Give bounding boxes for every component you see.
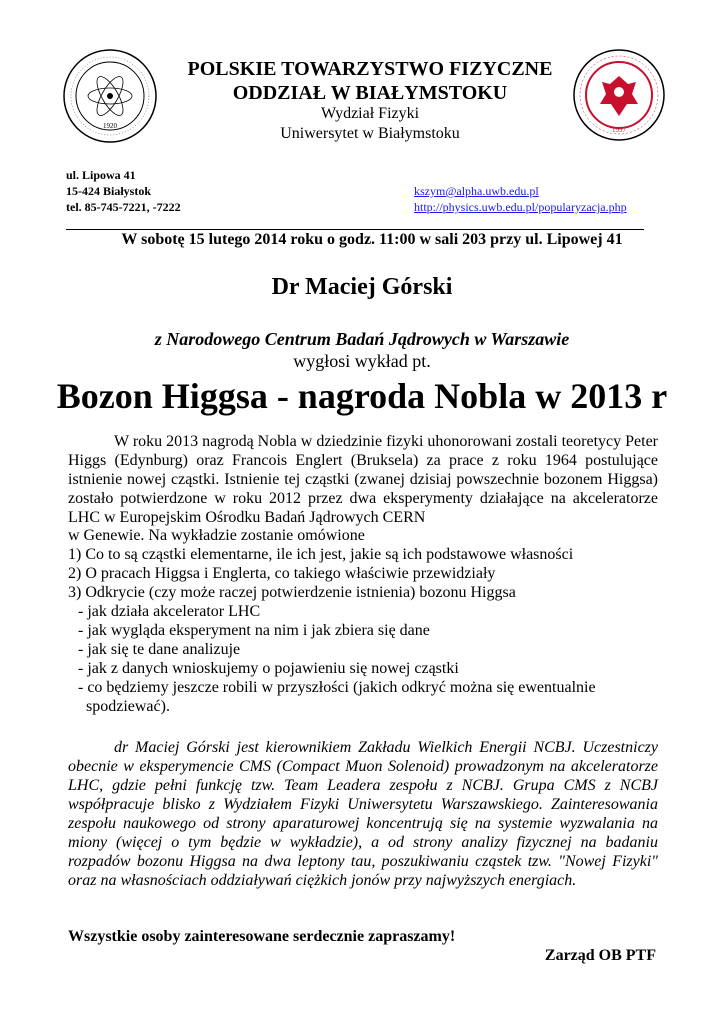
abstract-last-line: w Genewie. Na wykładzie zostanie omówione	[68, 527, 365, 544]
address-phone: tel. 85-745-7221, -7222	[66, 200, 181, 214]
abstract-paragraph	[68, 432, 658, 527]
department: Wydział Fizyki	[320, 105, 420, 122]
website-link[interactable]: http://physics.uwb.edu.pl/popularyzacja.php	[414, 200, 627, 214]
speaker-affiliation: z Narodowego Centrum Badań Jądrowych w Warszawie	[154, 329, 570, 349]
abstract-text: W roku 2013 nagrodą Nobla w dziedzinie fizyki uhonorowani zostali teoretycy Peter Higgs (Edynburg) oraz Francois Englert (Bruksela) za prace z roku 1964 postulujące istnienie nowej cząstki. Istnienie tej cząstki (zwanej dzisiaj powszechnie bozonem Higgsa) zostało potwierdzone w roku 2012 przez dwa eksperymenty działające na akceleratorze LHC w Europejskim Ośrodku Badań Jądrowych CERN	[68, 433, 658, 526]
university: Uniwersytet w Białymstoku	[280, 125, 460, 142]
sub-list-item: - jak działa akcelerator LHC	[78, 603, 261, 620]
event-date-location: W sobotę 15 lutego 2014 roku o godz. 11:00 w sali 203 przy ul. Lipowej 41	[121, 231, 623, 248]
topics-list	[68, 545, 658, 716]
list-item: 2) O pracach Higgsa i Englerta, co takiego właściwie przewidziały	[68, 565, 496, 582]
speaker-name: Dr Maciej Górski	[271, 274, 453, 300]
invitation: Wszystkie osoby zainteresowane serdecznie zapraszamy!	[68, 928, 456, 945]
sub-list-item: spodziewać).	[78, 698, 170, 715]
signature: Zarząd OB PTF	[544, 947, 656, 964]
sub-list-item: - jak się te dane analizuje	[78, 641, 241, 658]
lecture-intro: wygłosi wykład pt.	[293, 351, 431, 371]
list-item: 3) Odkrycie (czy może raczej potwierdzenie istnienia) bozonu Higgsa	[68, 584, 516, 601]
lecture-title: Bozon Higgsa - nagroda Nobla w 2013 r	[56, 376, 668, 416]
sub-list-item: - jak z danych wnioskujemy o pojawieniu się nowej cząstki	[78, 660, 459, 677]
speaker-bio: dr Maciej Górski jest kierownikiem Zakładu Wielkich Energii NCBJ. Uczestniczy obecnie w eksperymencie CMS (Compact Muon Solenoid) prowadzonym na akceleratorze LHC, gdzie pełni funkcję tzw. Team Leadera zespołu z NCBJ. Grupa CMS z NCBJ współpracuje blisko z Wydziałem Fizyki Uniwersytetu Warszawskiego. Zainteresowania zespołu naukowego od strony aparaturowej koncentrują się na systemie wyzwalania na miony (więcej o tym będzie w wykładzie), a od strony analizy fizycznej na badaniu rozpadów bozonu Higgsa na dwa leptony tau, poszukiwaniu cząstek tzw. "Nowej Fizyki" oraz na własnościach oddziaływań ciężkich jonów przy najwyższych energiach.	[68, 739, 658, 889]
address-city: 15-424 Białystok	[66, 184, 152, 198]
org-name: POLSKIE TOWARZYSTWO FIZYCZNE	[187, 58, 553, 80]
address-street: ul. Lipowa 41	[66, 168, 136, 182]
sub-list-item: - co będziemy jeszcze robili w przyszłości (jakich odkryć można się ewentualnie	[78, 679, 596, 696]
ptf-seal-logo	[62, 48, 158, 144]
svg-text:1997: 1997	[612, 126, 626, 134]
svg-text:1920: 1920	[103, 122, 117, 130]
email-link[interactable]: kszym@alpha.uwb.edu.pl	[414, 184, 539, 198]
list-item: 1) Co to są cząstki elementarne, ile ich jest, jakie są ich podstawowe własności	[68, 546, 574, 563]
sub-list-item: - jak wygląda eksperyment na nim i jak zbiera się dane	[78, 622, 430, 639]
org-branch: ODDZIAŁ W BIAŁYMSTOKU	[232, 82, 508, 104]
